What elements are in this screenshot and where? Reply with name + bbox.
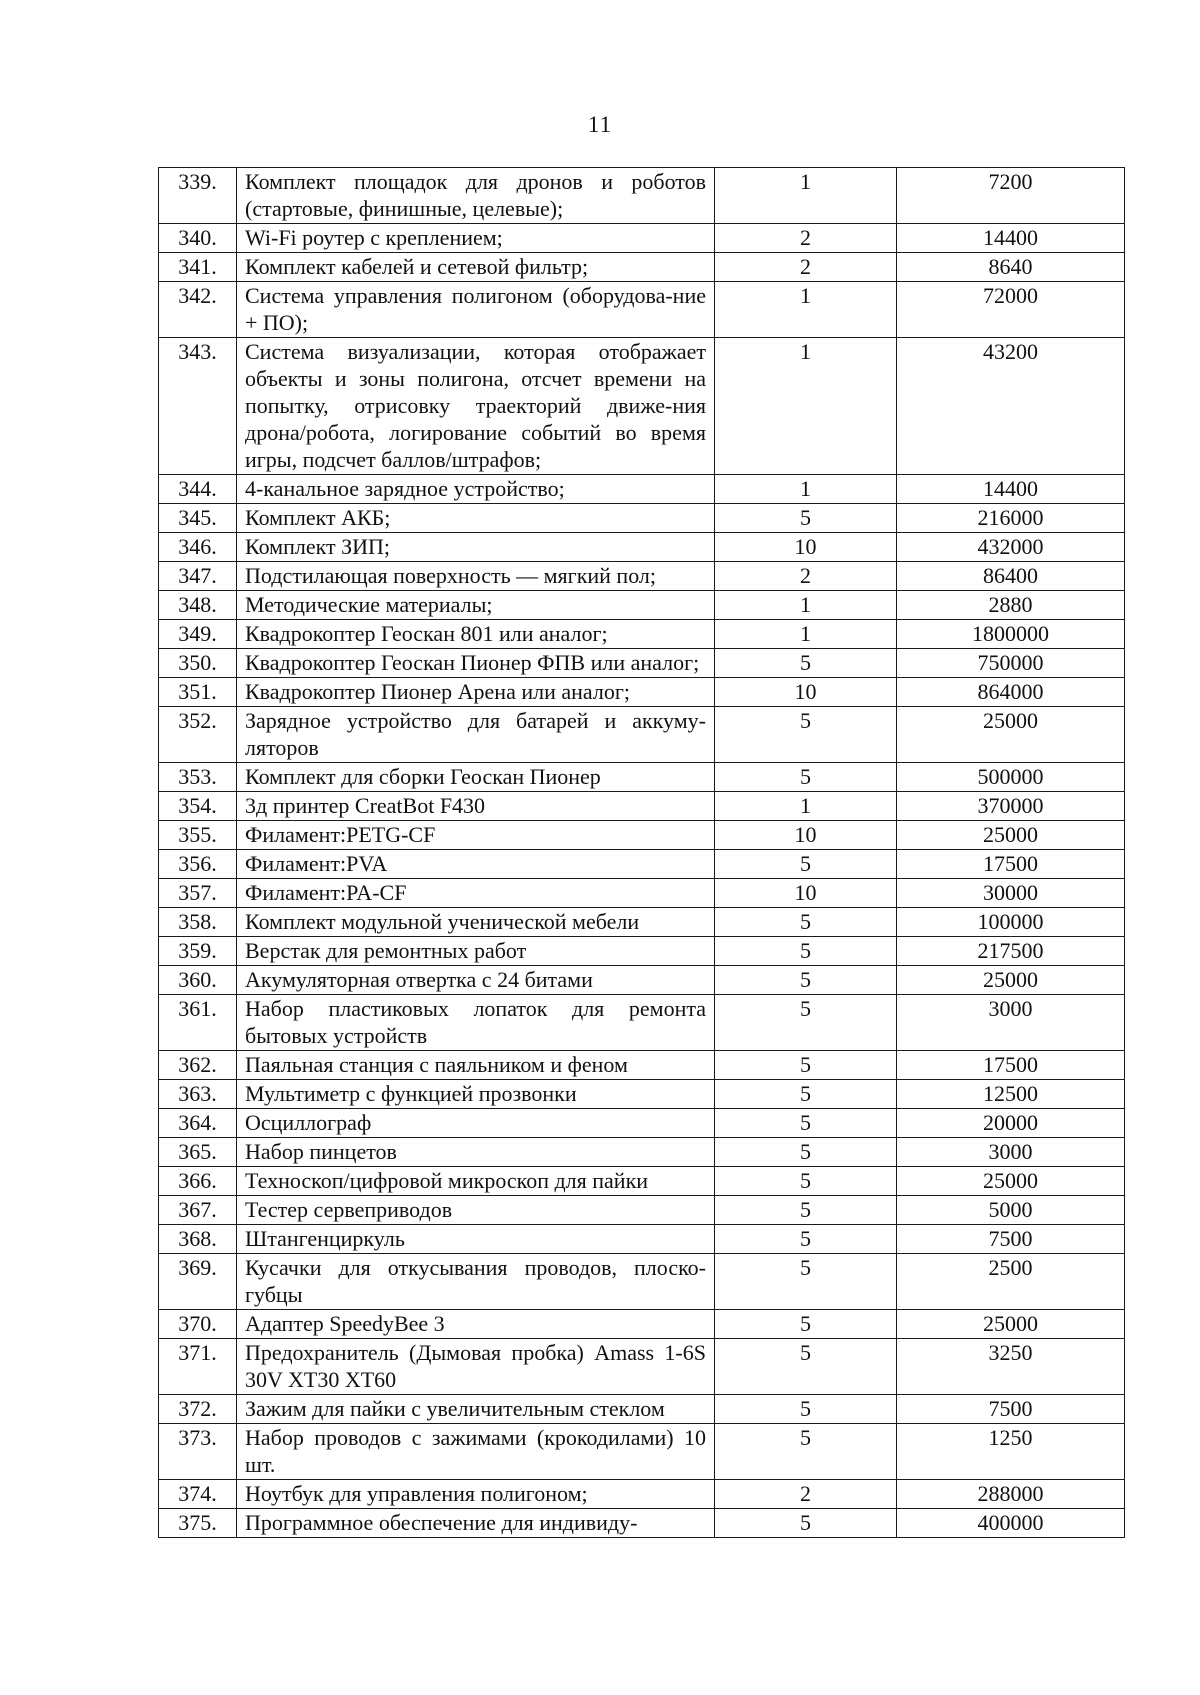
item-sum: 750000 — [897, 649, 1125, 678]
item-quantity: 5 — [715, 1509, 897, 1538]
item-name: Тестер сервеприводов — [237, 1196, 715, 1225]
row-number: 375. — [159, 1509, 237, 1538]
item-name: Кусачки для откусывания проводов, плоско-губцы — [237, 1254, 715, 1310]
item-name: 4-канальное зарядное устройство; — [237, 475, 715, 504]
item-quantity: 1 — [715, 338, 897, 475]
item-sum: 864000 — [897, 678, 1125, 707]
table-row — [159, 1051, 1125, 1080]
item-name: Комплект АКБ; — [237, 504, 715, 533]
item-quantity: 5 — [715, 908, 897, 937]
item-name: Набор пинцетов — [237, 1138, 715, 1167]
item-name: Wi-Fi роутер с креплением; — [237, 224, 715, 253]
item-quantity: 5 — [715, 1138, 897, 1167]
row-number: 343. — [159, 338, 237, 475]
equipment-table — [158, 167, 1125, 1538]
table-row — [159, 1080, 1125, 1109]
table-row — [159, 850, 1125, 879]
item-quantity: 2 — [715, 1480, 897, 1509]
table-row — [159, 678, 1125, 707]
item-name: Подстилающая поверхность — мягкий пол; — [237, 562, 715, 591]
item-name: Филамент:PETG-CF — [237, 821, 715, 850]
table-row — [159, 282, 1125, 338]
item-sum: 25000 — [897, 821, 1125, 850]
item-sum: 25000 — [897, 1167, 1125, 1196]
row-number: 361. — [159, 995, 237, 1051]
item-name: Система управления полигоном (оборудова-ние + ПО); — [237, 282, 715, 338]
item-quantity: 5 — [715, 1196, 897, 1225]
row-number: 359. — [159, 937, 237, 966]
item-name: Филамент:PVA — [237, 850, 715, 879]
item-quantity: 5 — [715, 966, 897, 995]
table-row — [159, 707, 1125, 763]
table-row — [159, 591, 1125, 620]
table-row — [159, 1395, 1125, 1424]
table-row — [159, 620, 1125, 649]
row-number: 358. — [159, 908, 237, 937]
item-name: Методические материалы; — [237, 591, 715, 620]
table-row — [159, 1339, 1125, 1395]
item-sum: 100000 — [897, 908, 1125, 937]
table-row — [159, 908, 1125, 937]
item-sum: 86400 — [897, 562, 1125, 591]
item-sum: 1250 — [897, 1424, 1125, 1480]
item-sum: 432000 — [897, 533, 1125, 562]
item-quantity: 1 — [715, 475, 897, 504]
row-number: 363. — [159, 1080, 237, 1109]
item-sum: 2880 — [897, 591, 1125, 620]
table-row — [159, 995, 1125, 1051]
row-number: 345. — [159, 504, 237, 533]
item-quantity: 2 — [715, 253, 897, 282]
item-name: Паяльная станция с паяльником и феном — [237, 1051, 715, 1080]
table-row — [159, 649, 1125, 678]
item-sum: 500000 — [897, 763, 1125, 792]
item-sum: 288000 — [897, 1480, 1125, 1509]
item-quantity: 5 — [715, 1339, 897, 1395]
item-name: Комплект для сборки Геоскан Пионер — [237, 763, 715, 792]
item-sum: 30000 — [897, 879, 1125, 908]
item-sum: 8640 — [897, 253, 1125, 282]
item-quantity: 5 — [715, 1225, 897, 1254]
item-quantity: 5 — [715, 763, 897, 792]
item-quantity: 5 — [715, 1310, 897, 1339]
table-row — [159, 966, 1125, 995]
item-name: Верстак для ремонтных работ — [237, 937, 715, 966]
item-quantity: 5 — [715, 1080, 897, 1109]
item-sum: 3250 — [897, 1339, 1125, 1395]
item-sum: 2500 — [897, 1254, 1125, 1310]
row-number: 371. — [159, 1339, 237, 1395]
item-sum: 17500 — [897, 850, 1125, 879]
table-row — [159, 224, 1125, 253]
item-quantity: 10 — [715, 533, 897, 562]
item-name: Квадрокоптер Пионер Арена или аналог; — [237, 678, 715, 707]
item-sum: 5000 — [897, 1196, 1125, 1225]
row-number: 367. — [159, 1196, 237, 1225]
row-number: 342. — [159, 282, 237, 338]
table-row — [159, 1196, 1125, 1225]
table-row — [159, 1109, 1125, 1138]
row-number: 349. — [159, 620, 237, 649]
item-name: Зарядное устройство для батарей и аккуму-ляторов — [237, 707, 715, 763]
item-quantity: 5 — [715, 1109, 897, 1138]
item-quantity: 5 — [715, 937, 897, 966]
item-quantity: 5 — [715, 504, 897, 533]
item-name: Комплект площадок для дронов и роботов (стартовые, финишные, целевые); — [237, 168, 715, 224]
table-row — [159, 1509, 1125, 1538]
item-quantity: 10 — [715, 879, 897, 908]
item-sum: 25000 — [897, 966, 1125, 995]
item-name: Квадрокоптер Геоскан 801 или аналог; — [237, 620, 715, 649]
table-row — [159, 821, 1125, 850]
table-row — [159, 763, 1125, 792]
page-number: 11 — [587, 112, 613, 137]
row-number: 360. — [159, 966, 237, 995]
item-sum: 216000 — [897, 504, 1125, 533]
item-sum: 1800000 — [897, 620, 1125, 649]
item-name: Комплект кабелей и сетевой фильтр; — [237, 253, 715, 282]
row-number: 366. — [159, 1167, 237, 1196]
table-row — [159, 168, 1125, 224]
row-number: 372. — [159, 1395, 237, 1424]
item-quantity: 10 — [715, 821, 897, 850]
table-row — [159, 504, 1125, 533]
item-name: Система визуализации, которая отображает объекты и зоны полигона, отсчет времени на попытку, отрисовку траекторий движе-ния дрона/робота, логирование событий во время игры, подсчет баллов/штрафов; — [237, 338, 715, 475]
row-number: 355. — [159, 821, 237, 850]
item-quantity: 5 — [715, 1254, 897, 1310]
item-name: Адаптер SpeedyBee 3 — [237, 1310, 715, 1339]
row-number: 339. — [159, 168, 237, 224]
row-number: 368. — [159, 1225, 237, 1254]
item-name: Набор проводов с зажимами (крокодилами) 10 шт. — [237, 1424, 715, 1480]
row-number: 341. — [159, 253, 237, 282]
table-row — [159, 792, 1125, 821]
item-quantity: 5 — [715, 1167, 897, 1196]
row-number: 356. — [159, 850, 237, 879]
item-name: Филамент:PA-CF — [237, 879, 715, 908]
table-row — [159, 1167, 1125, 1196]
item-name: Квадрокоптер Геоскан Пионер ФПВ или аналог; — [237, 649, 715, 678]
item-quantity: 10 — [715, 678, 897, 707]
item-quantity: 2 — [715, 562, 897, 591]
table-row — [159, 1310, 1125, 1339]
item-sum: 400000 — [897, 1509, 1125, 1538]
item-name: Техноскоп/цифровой микроскоп для пайки — [237, 1167, 715, 1196]
table-row — [159, 253, 1125, 282]
item-quantity: 5 — [715, 1051, 897, 1080]
item-name: 3д принтер CreatBot F430 — [237, 792, 715, 821]
item-name: Осциллограф — [237, 1109, 715, 1138]
row-number: 362. — [159, 1051, 237, 1080]
row-number: 369. — [159, 1254, 237, 1310]
item-sum: 20000 — [897, 1109, 1125, 1138]
row-number: 347. — [159, 562, 237, 591]
item-sum: 7500 — [897, 1225, 1125, 1254]
item-quantity: 5 — [715, 707, 897, 763]
item-sum: 217500 — [897, 937, 1125, 966]
item-sum: 72000 — [897, 282, 1125, 338]
item-quantity: 2 — [715, 224, 897, 253]
item-sum: 25000 — [897, 707, 1125, 763]
table-row — [159, 1254, 1125, 1310]
item-sum: 25000 — [897, 1310, 1125, 1339]
table-row — [159, 937, 1125, 966]
table-row — [159, 1480, 1125, 1509]
item-sum: 14400 — [897, 224, 1125, 253]
row-number: 352. — [159, 707, 237, 763]
row-number: 350. — [159, 649, 237, 678]
row-number: 353. — [159, 763, 237, 792]
item-name: Акумуляторная отвертка с 24 битами — [237, 966, 715, 995]
item-sum: 43200 — [897, 338, 1125, 475]
item-quantity: 5 — [715, 850, 897, 879]
item-quantity: 5 — [715, 995, 897, 1051]
item-sum: 3000 — [897, 995, 1125, 1051]
item-name: Штангенциркуль — [237, 1225, 715, 1254]
item-name: Набор пластиковых лопаток для ремонта бытовых устройств — [237, 995, 715, 1051]
item-sum: 3000 — [897, 1138, 1125, 1167]
row-number: 346. — [159, 533, 237, 562]
item-sum: 17500 — [897, 1051, 1125, 1080]
item-name: Комплект модульной ученической мебели — [237, 908, 715, 937]
table-row — [159, 879, 1125, 908]
table-row — [159, 475, 1125, 504]
table-row — [159, 1138, 1125, 1167]
item-quantity: 1 — [715, 792, 897, 821]
row-number: 374. — [159, 1480, 237, 1509]
item-sum: 7200 — [897, 168, 1125, 224]
item-name: Мультиметр с функцией прозвонки — [237, 1080, 715, 1109]
item-quantity: 1 — [715, 168, 897, 224]
item-quantity: 1 — [715, 282, 897, 338]
item-sum: 370000 — [897, 792, 1125, 821]
row-number: 365. — [159, 1138, 237, 1167]
item-name: Комплект ЗИП; — [237, 533, 715, 562]
equipment-table-body — [159, 168, 1125, 1538]
item-name: Зажим для пайки с увеличительным стеклом — [237, 1395, 715, 1424]
row-number: 348. — [159, 591, 237, 620]
item-sum: 7500 — [897, 1395, 1125, 1424]
row-number: 344. — [159, 475, 237, 504]
item-sum: 12500 — [897, 1080, 1125, 1109]
table-row — [159, 562, 1125, 591]
row-number: 357. — [159, 879, 237, 908]
item-sum: 14400 — [897, 475, 1125, 504]
item-name: Ноутбук для управления полигоном; — [237, 1480, 715, 1509]
item-quantity: 1 — [715, 620, 897, 649]
table-row — [159, 1225, 1125, 1254]
table-row — [159, 1424, 1125, 1480]
item-quantity: 5 — [715, 649, 897, 678]
row-number: 370. — [159, 1310, 237, 1339]
table-row — [159, 338, 1125, 475]
row-number: 351. — [159, 678, 237, 707]
item-quantity: 5 — [715, 1395, 897, 1424]
row-number: 364. — [159, 1109, 237, 1138]
row-number: 354. — [159, 792, 237, 821]
item-quantity: 5 — [715, 1424, 897, 1480]
row-number: 373. — [159, 1424, 237, 1480]
row-number: 340. — [159, 224, 237, 253]
table-row — [159, 533, 1125, 562]
item-quantity: 1 — [715, 591, 897, 620]
item-name: Предохранитель (Дымовая пробка) Amass 1-6S 30V XT30 XT60 — [237, 1339, 715, 1395]
item-name: Программное обеспечение для индивиду- — [237, 1509, 715, 1538]
